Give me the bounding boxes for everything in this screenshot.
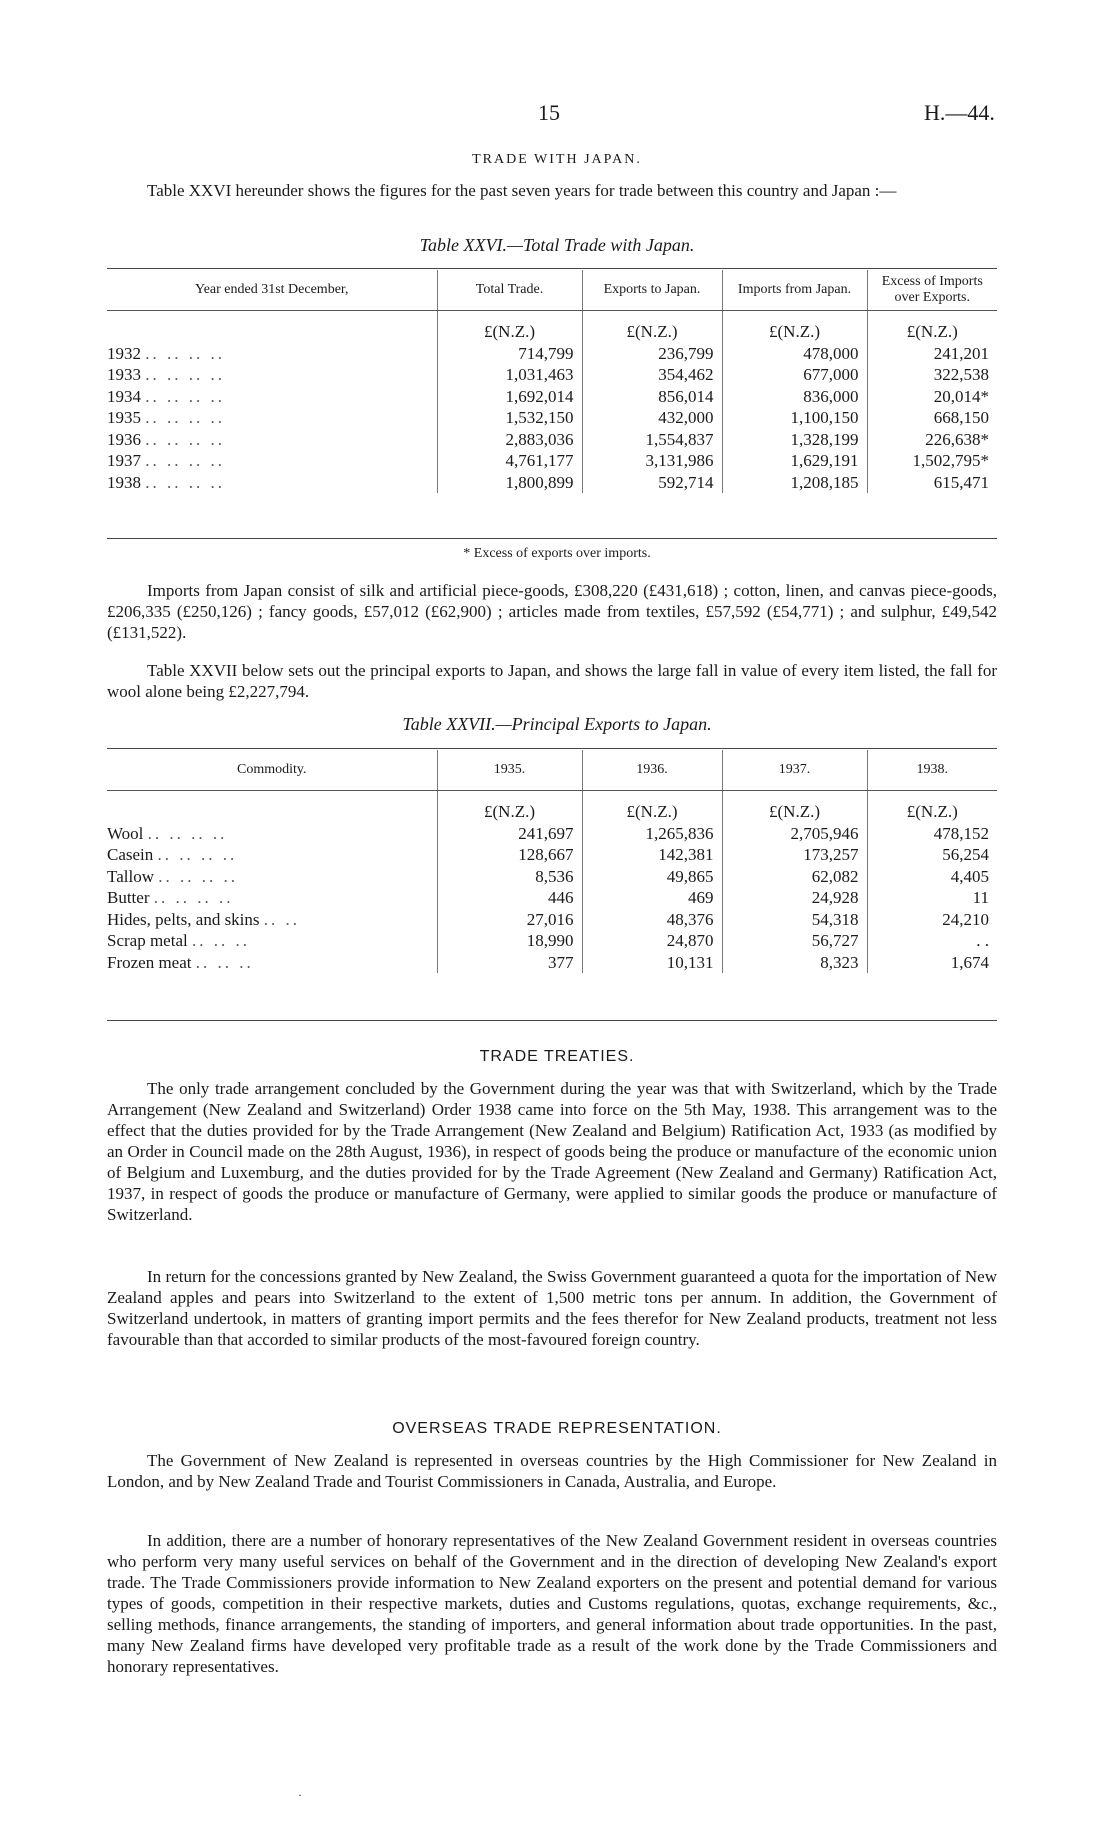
cell-exports: 354,462	[582, 364, 722, 386]
cell-total: 1,800,899	[437, 472, 582, 494]
cell-exports: 592,714	[582, 472, 722, 494]
stray-mark: ·	[298, 1788, 302, 1802]
cell-total: 714,799	[437, 343, 582, 365]
cell-excess: 1,502,795*	[867, 450, 997, 472]
row-commodity: Tallow	[107, 866, 154, 886]
table27-units-row	[107, 791, 997, 823]
cell-exports: 3,131,986	[582, 450, 722, 472]
unit-label: £(N.Z.)	[582, 311, 722, 343]
table-row: Tallow .. .. .. .. 8,536 49,865 62,082 4,405	[107, 866, 997, 888]
cell-1937: 2,705,946	[722, 823, 867, 845]
cell-1935: 446	[437, 887, 582, 909]
cell-total: 1,532,150	[437, 407, 582, 429]
cell-total: 1,692,014	[437, 386, 582, 408]
cell-1938: 24,210	[867, 909, 997, 931]
cell-imports: 1,629,191	[722, 450, 867, 472]
table-row: 1938 .. .. .. .. 1,800,899 592,714 1,208,185 615,471	[107, 472, 997, 494]
table-row: Casein .. .. .. .. 128,667 142,381 173,257 56,254	[107, 844, 997, 866]
table26-units-row	[107, 311, 997, 343]
row-year: 1932	[107, 343, 141, 363]
table26-top-rule	[107, 268, 997, 269]
cell-1935: 8,536	[437, 866, 582, 888]
row-commodity: Scrap metal	[107, 931, 188, 950]
table-row: Wool .. .. .. .. 241,697 1,265,836 2,705,946 478,152	[107, 823, 997, 845]
table26-total-trade-japan	[107, 270, 997, 493]
cell-imports: 1,100,150	[722, 407, 867, 429]
table27-col-1936: 1936.	[582, 750, 722, 791]
table27-caption: Table XXVII.—Principal Exports to Japan.	[402, 714, 712, 734]
section-title-trade-treaties: TRADE TREATIES.	[479, 1048, 635, 1065]
cell-excess: 668,150	[867, 407, 997, 429]
row-commodity: Hides, pelts, and skins	[107, 909, 260, 929]
row-year: 1935	[107, 408, 141, 427]
paragraph-overseas-representation: The Government of New Zealand is represented in overseas countries by the High Commissioner for New Zealand in London, and by New Zealand Trade and Tourist Commissioners in Canada, Australia, and Europe.	[107, 1451, 997, 1491]
cell-1935: 18,990	[437, 930, 582, 952]
table26-col-year: Year ended 31st December,	[107, 270, 437, 311]
table-row: 1935 .. .. .. .. 1,532,150 432,000 1,100,150 668,150	[107, 407, 997, 429]
table26-footnote: * Excess of exports over imports.	[463, 546, 651, 561]
paragraph-table26-intro: Table XXVI hereunder shows the figures for the past seven years for trade between this country and Japan :—	[147, 181, 897, 200]
table26-header-row	[107, 270, 997, 311]
table26-bottom-rule	[107, 538, 997, 539]
paragraph-honorary-representatives: In addition, there are a number of honorary representatives of the New Zealand Government resident in overseas countries who perform very many useful services on behalf of the Government and in the direction of developing New Zealand's export trade. The Trade Commissioners provide information to New Zealand exporters on the present and potential demand for various types of goods, competition in their respective markets, duties and Customs regulations, quotas, exchange requirements, &c., selling methods, finance arrangements, the standing of importers, and general information about trade opportunities. In the past, many New Zealand firms have developed very profitable trade as a result of the work done by the Trade Commissioners and honorary representatives.	[107, 1531, 997, 1676]
row-commodity: Casein	[107, 845, 154, 864]
table27-top-rule	[107, 748, 997, 749]
cell-1936: 49,865	[582, 866, 722, 888]
row-commodity: Wool	[107, 823, 144, 843]
table-row: 1932 .. .. .. .. 714,799 236,799 478,000 241,201	[107, 343, 997, 365]
unit-label: £(N.Z.)	[867, 311, 997, 343]
cell-1936: 1,265,836	[582, 823, 722, 845]
cell-1938: 56,254	[867, 844, 997, 866]
row-year: 1934	[107, 386, 141, 406]
table-row: Frozen meat .. .. .. 377 10,131 8,323 1,674	[107, 952, 997, 974]
cell-1937: 8,323	[722, 952, 867, 974]
row-year: 1937	[107, 451, 141, 470]
cell-1935: 128,667	[437, 844, 582, 866]
table27-col-1937: 1937.	[722, 750, 867, 791]
paragraph-swiss-arrangement: The only trade arrangement concluded by the Government during the year was that with Switzerland, which by the Trade Arrangement (New Zealand and Switzerland) Order 1938 came into force on the 5th May, 1938. This arrangement was to the effect that the duties provided for by the Trade Arrangement (New Zealand and Belgium) Ratification Act, 1933 (as modified by an Order in Council made on the 28th August, 1936), in respect of goods being the produce or manufacture of the economic union of Belgium and Luxemburg, and the duties provided for by the Trade Agreement (New Zealand and Germany) Ratification Act, 1937, in respect of goods the produce or manufacture of Germany, were applied to similar goods the produce or manufacture of Switzerland.	[107, 1079, 997, 1224]
table27-col-commodity: Commodity.	[107, 750, 437, 791]
cell-imports: 836,000	[722, 386, 867, 408]
document-reference: H.—44.	[924, 100, 995, 125]
cell-imports: 1,328,199	[722, 429, 867, 451]
cell-1938: 4,405	[867, 866, 997, 888]
cell-1935: 241,697	[437, 823, 582, 845]
unit-label: £(N.Z.)	[437, 791, 582, 823]
cell-imports: 1,208,185	[722, 472, 867, 494]
cell-excess: 226,638*	[867, 429, 997, 451]
row-year: 1938	[107, 472, 141, 492]
row-commodity: Frozen meat	[107, 952, 192, 972]
row-year: 1936	[107, 429, 141, 449]
paragraph-imports-from-japan: Imports from Japan consist of silk and artificial piece-goods, £308,220 (£431,618) ; cotton, linen, and canvas piece-goods, £206,335 (£250,126) ; fancy goods, £57,012 (£62,900) ; articles made from textiles, £57,592 (£54,771) ; and sulphur, £49,542 (£131,522).	[107, 581, 997, 642]
unit-label: £(N.Z.)	[722, 791, 867, 823]
cell-total: 4,761,177	[437, 450, 582, 472]
table-row: 1933 .. .. .. .. 1,031,463 354,462 677,000 322,538	[107, 364, 997, 386]
cell-1937: 54,318	[722, 909, 867, 931]
table27-bottom-rule	[107, 1020, 997, 1021]
cell-1935: 27,016	[437, 909, 582, 931]
table26-col-imports: Imports from Japan.	[722, 270, 867, 311]
cell-exports: 856,014	[582, 386, 722, 408]
table27-col-1938: 1938.	[867, 750, 997, 791]
paragraph-principal-exports: Table XXVII below sets out the principal exports to Japan, and shows the large fall in value of every item listed, the fall for wool alone being £2,227,794.	[107, 661, 997, 701]
cell-1938: . .	[867, 930, 997, 952]
paragraph-swiss-concessions: In return for the concessions granted by New Zealand, the Swiss Government guaranteed a quota for the importation of New Zealand apples and pears into Switzerland to the extent of 1,500 metric tons per annum. In addition, the Government of Switzerland undertook, in matters of granting import permits and the fees therefor for New Zealand products, treatment not less favourable than that accorded to similar products of the most-favoured foreign country.	[107, 1267, 997, 1349]
unit-label: £(N.Z.)	[437, 311, 582, 343]
cell-1936: 469	[582, 887, 722, 909]
row-year: 1933	[107, 365, 141, 384]
page-number: 15	[538, 100, 560, 125]
cell-excess: 615,471	[867, 472, 997, 494]
cell-total: 1,031,463	[437, 364, 582, 386]
table-row: 1934 .. .. .. .. 1,692,014 856,014 836,000 20,014*	[107, 386, 997, 408]
cell-imports: 478,000	[722, 343, 867, 365]
section-title-trade-with-japan: TRADE WITH JAPAN.	[472, 152, 642, 167]
table27-header-row	[107, 750, 997, 791]
cell-1936: 10,131	[582, 952, 722, 974]
cell-imports: 677,000	[722, 364, 867, 386]
cell-exports: 1,554,837	[582, 429, 722, 451]
cell-excess: 241,201	[867, 343, 997, 365]
cell-1935: 377	[437, 952, 582, 974]
cell-1936: 48,376	[582, 909, 722, 931]
table27-principal-exports-japan	[107, 750, 997, 973]
table26-col-total: Total Trade.	[437, 270, 582, 311]
table-row: 1937 .. .. .. .. 4,761,177 3,131,986 1,629,191 1,502,795*	[107, 450, 997, 472]
section-title-overseas-trade: OVERSEAS TRADE REPRESENTATION.	[392, 1420, 722, 1437]
unit-label: £(N.Z.)	[867, 791, 997, 823]
cell-1938: 11	[867, 887, 997, 909]
cell-excess: 322,538	[867, 364, 997, 386]
cell-1937: 173,257	[722, 844, 867, 866]
cell-exports: 432,000	[582, 407, 722, 429]
cell-1936: 142,381	[582, 844, 722, 866]
table-row: 1936 .. .. .. .. 2,883,036 1,554,837 1,328,199 226,638*	[107, 429, 997, 451]
cell-1937: 56,727	[722, 930, 867, 952]
cell-1937: 62,082	[722, 866, 867, 888]
unit-label: £(N.Z.)	[722, 311, 867, 343]
unit-label: £(N.Z.)	[582, 791, 722, 823]
cell-1936: 24,870	[582, 930, 722, 952]
table-row: Hides, pelts, and skins .. .. 27,016 48,376 54,318 24,210	[107, 909, 997, 931]
row-commodity: Butter	[107, 888, 150, 907]
table26-col-exports: Exports to Japan.	[582, 270, 722, 311]
table-row: Butter .. .. .. .. 446 469 24,928 11	[107, 887, 997, 909]
cell-1938: 478,152	[867, 823, 997, 845]
table26-caption: Table XXVI.—Total Trade with Japan.	[419, 235, 695, 255]
cell-exports: 236,799	[582, 343, 722, 365]
cell-1938: 1,674	[867, 952, 997, 974]
cell-total: 2,883,036	[437, 429, 582, 451]
table-row: Scrap metal .. .. .. 18,990 24,870 56,727 . .	[107, 930, 997, 952]
cell-excess: 20,014*	[867, 386, 997, 408]
table27-col-1935: 1935.	[437, 750, 582, 791]
table26-col-excess: Excess of Imports over Exports.	[867, 270, 997, 311]
cell-1937: 24,928	[722, 887, 867, 909]
